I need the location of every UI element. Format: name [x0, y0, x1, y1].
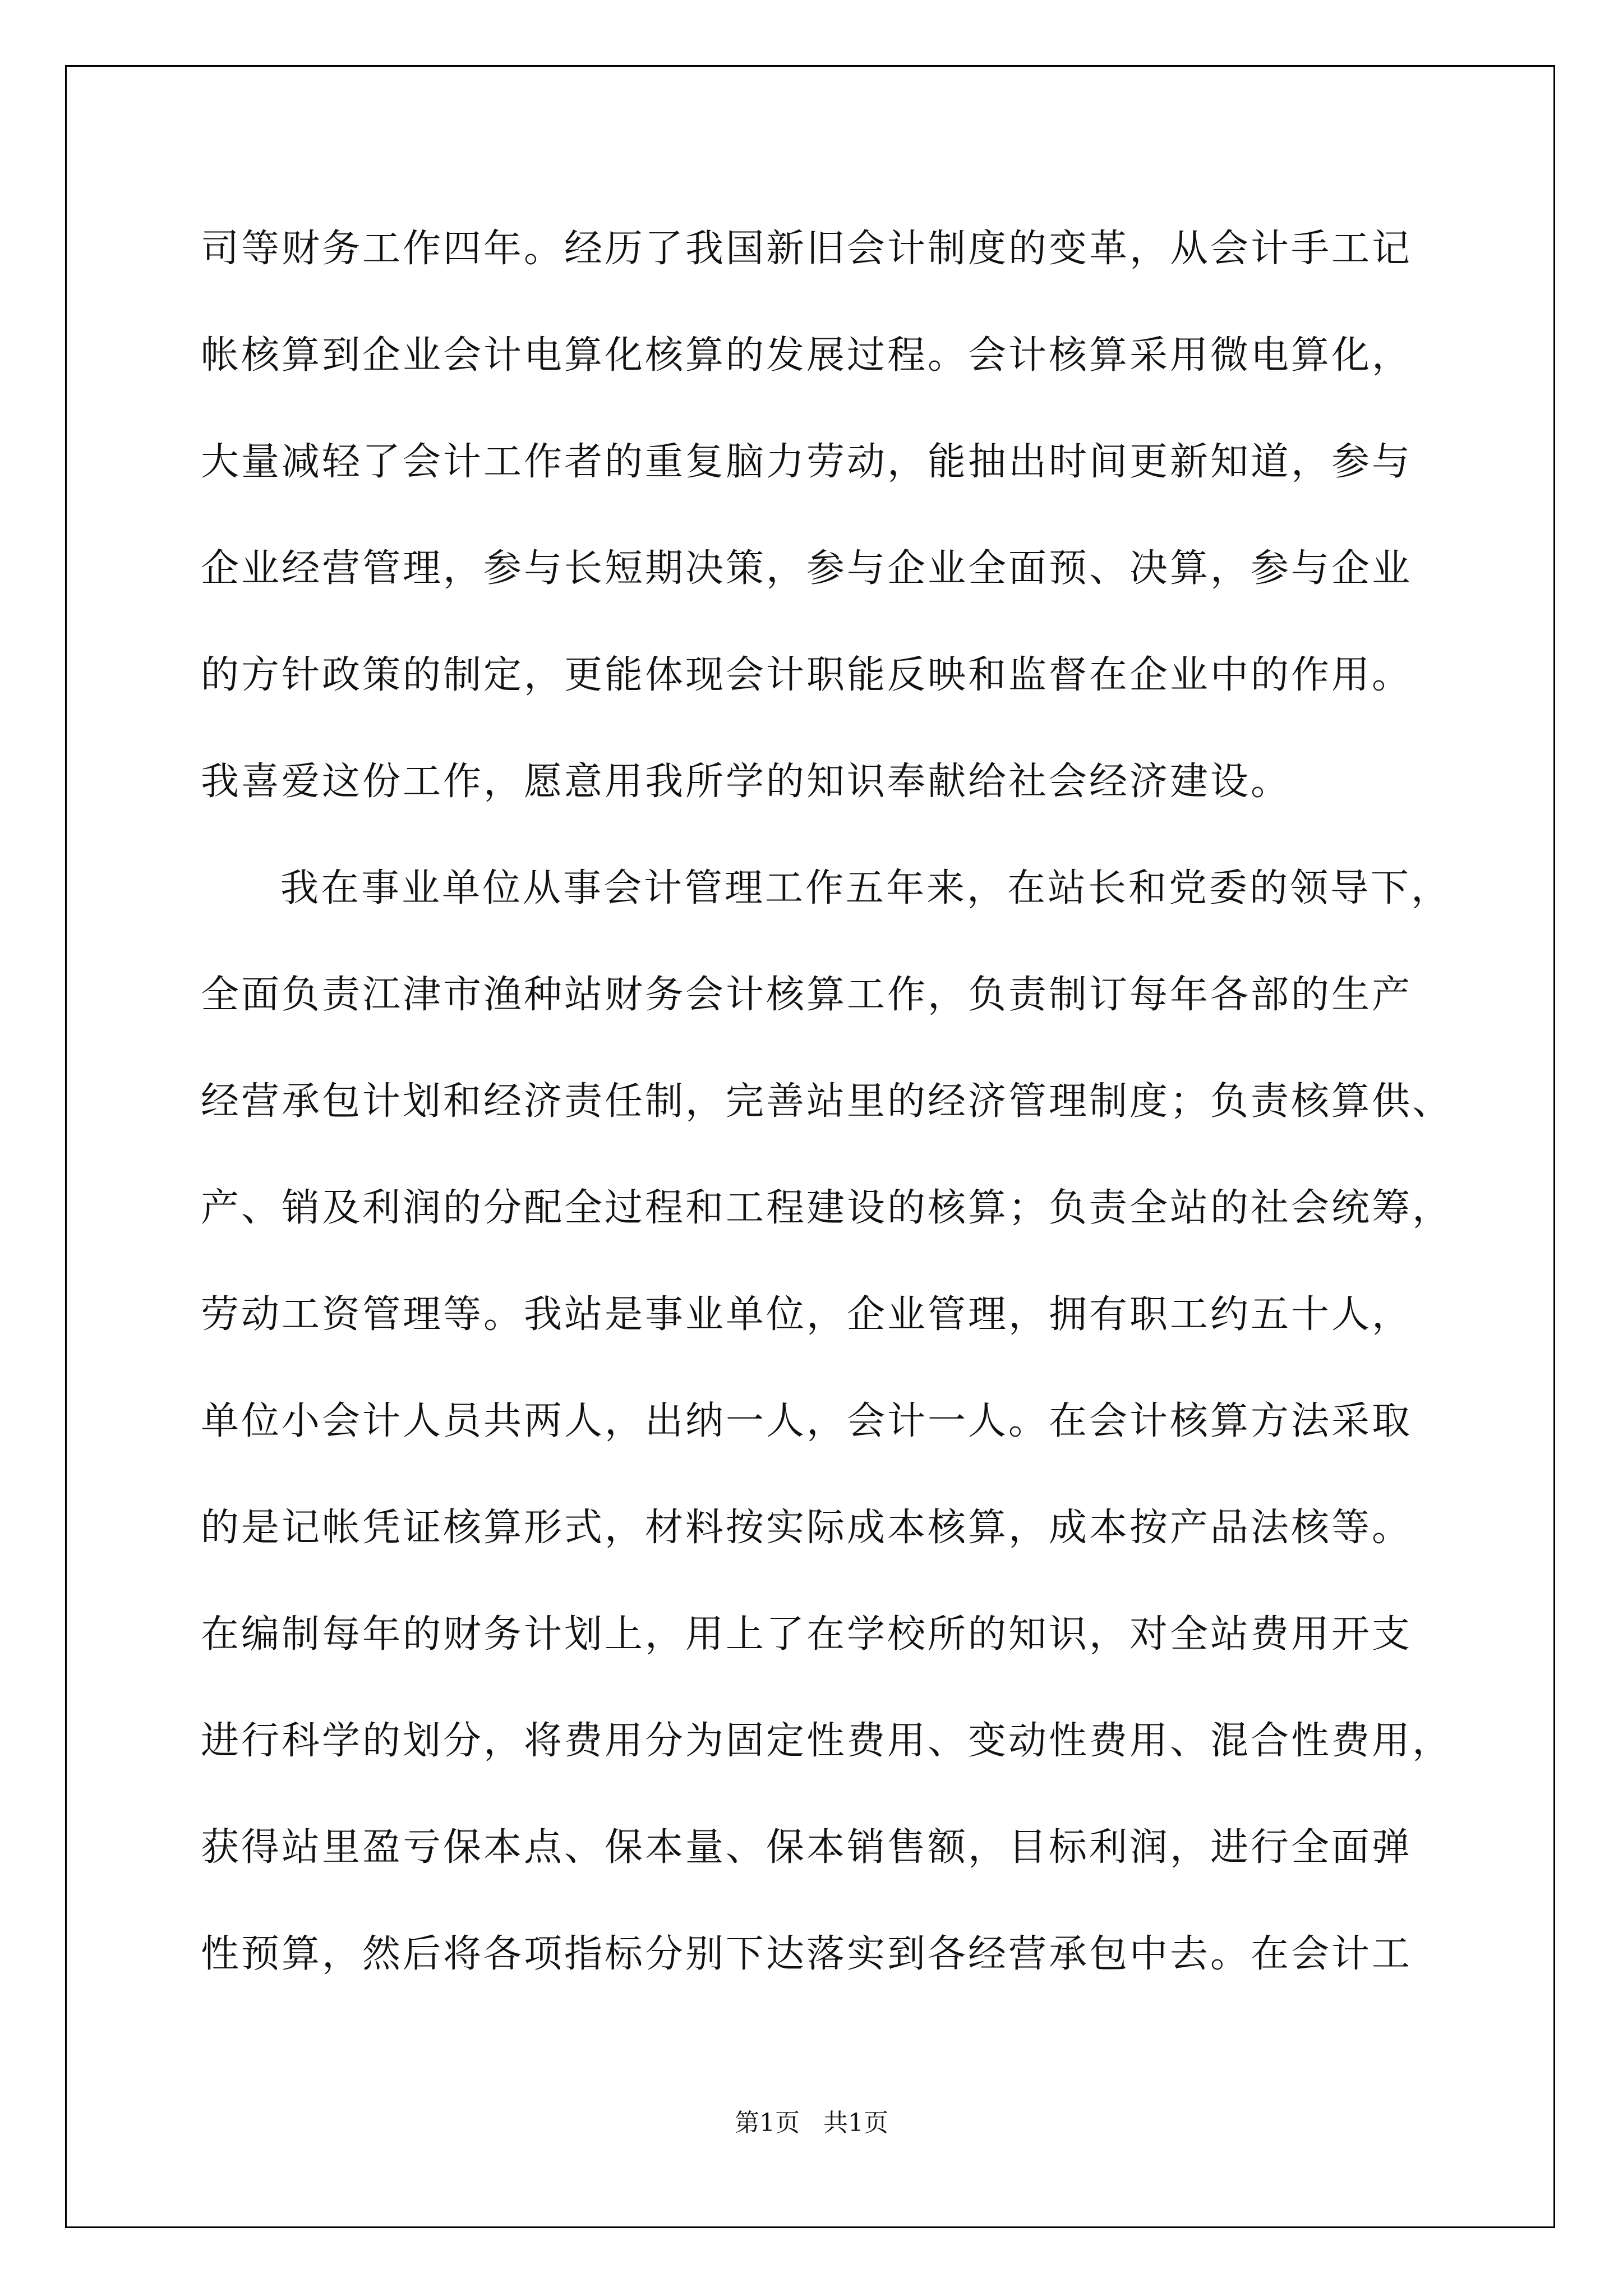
text-line: 性预算，然后将各项指标分别下达落实到各经营承包中去。在会计工 [201, 1932, 1413, 1976]
text-line: 企业经营管理，参与长短期决策，参与企业全面预、决算，参与企业 [201, 546, 1413, 591]
text-line: 劳动工资管理等。我站是事业单位，企业管理，拥有职工约五十人， [201, 1292, 1413, 1337]
text-line: 单位小会计人员共两人，出纳一人，会计一人。在会计核算方法采取 [201, 1399, 1413, 1443]
text-line: 产、销及利润的分配全过程和工程建设的核算；负责全站的社会统筹， [201, 1186, 1453, 1230]
text-line: 的是记帐凭证核算形式，材料按实际成本核算，成本按产品法核等。 [201, 1506, 1413, 1550]
text-line: 在编制每年的财务计划上，用上了在学校所的知识，对全站费用开支 [201, 1612, 1413, 1657]
text-line: 我喜爱这份工作，愿意用我所学的知识奉献给社会经济建设。 [201, 760, 1292, 804]
paragraph-start-line: 我在事业单位从事会计管理工作五年来，在站长和党委的领导下， [280, 866, 1452, 910]
document-body [201, 220, 1457, 2032]
text-line: 经营承包计划和经济责任制，完善站里的经济管理制度；负责核算供、 [201, 1079, 1453, 1124]
page-number-footer: 第1页 共1页 [735, 2109, 888, 2137]
text-line: 全面负责江津市渔种站财务会计核算工作，负责制订每年各部的生产 [201, 973, 1413, 1017]
text-line: 大量减轻了会计工作者的重复脑力劳动，能抽出时间更新知道，参与 [201, 440, 1413, 484]
text-line: 获得站里盈亏保本点、保本量、保本销售额，目标利润，进行全面弹 [201, 1825, 1413, 1870]
text-line: 的方针政策的制定，更能体现会计职能反映和监督在企业中的作用。 [201, 653, 1413, 697]
text-line: 司等财务工作四年。经历了我国新旧会计制度的变革，从会计手工记 [201, 227, 1413, 271]
text-line: 进行科学的划分，将费用分为固定性费用、变动性费用、混合性费用， [201, 1719, 1453, 1763]
text-line: 帐核算到企业会计电算化核算的发展过程。会计核算采用微电算化， [201, 333, 1413, 378]
